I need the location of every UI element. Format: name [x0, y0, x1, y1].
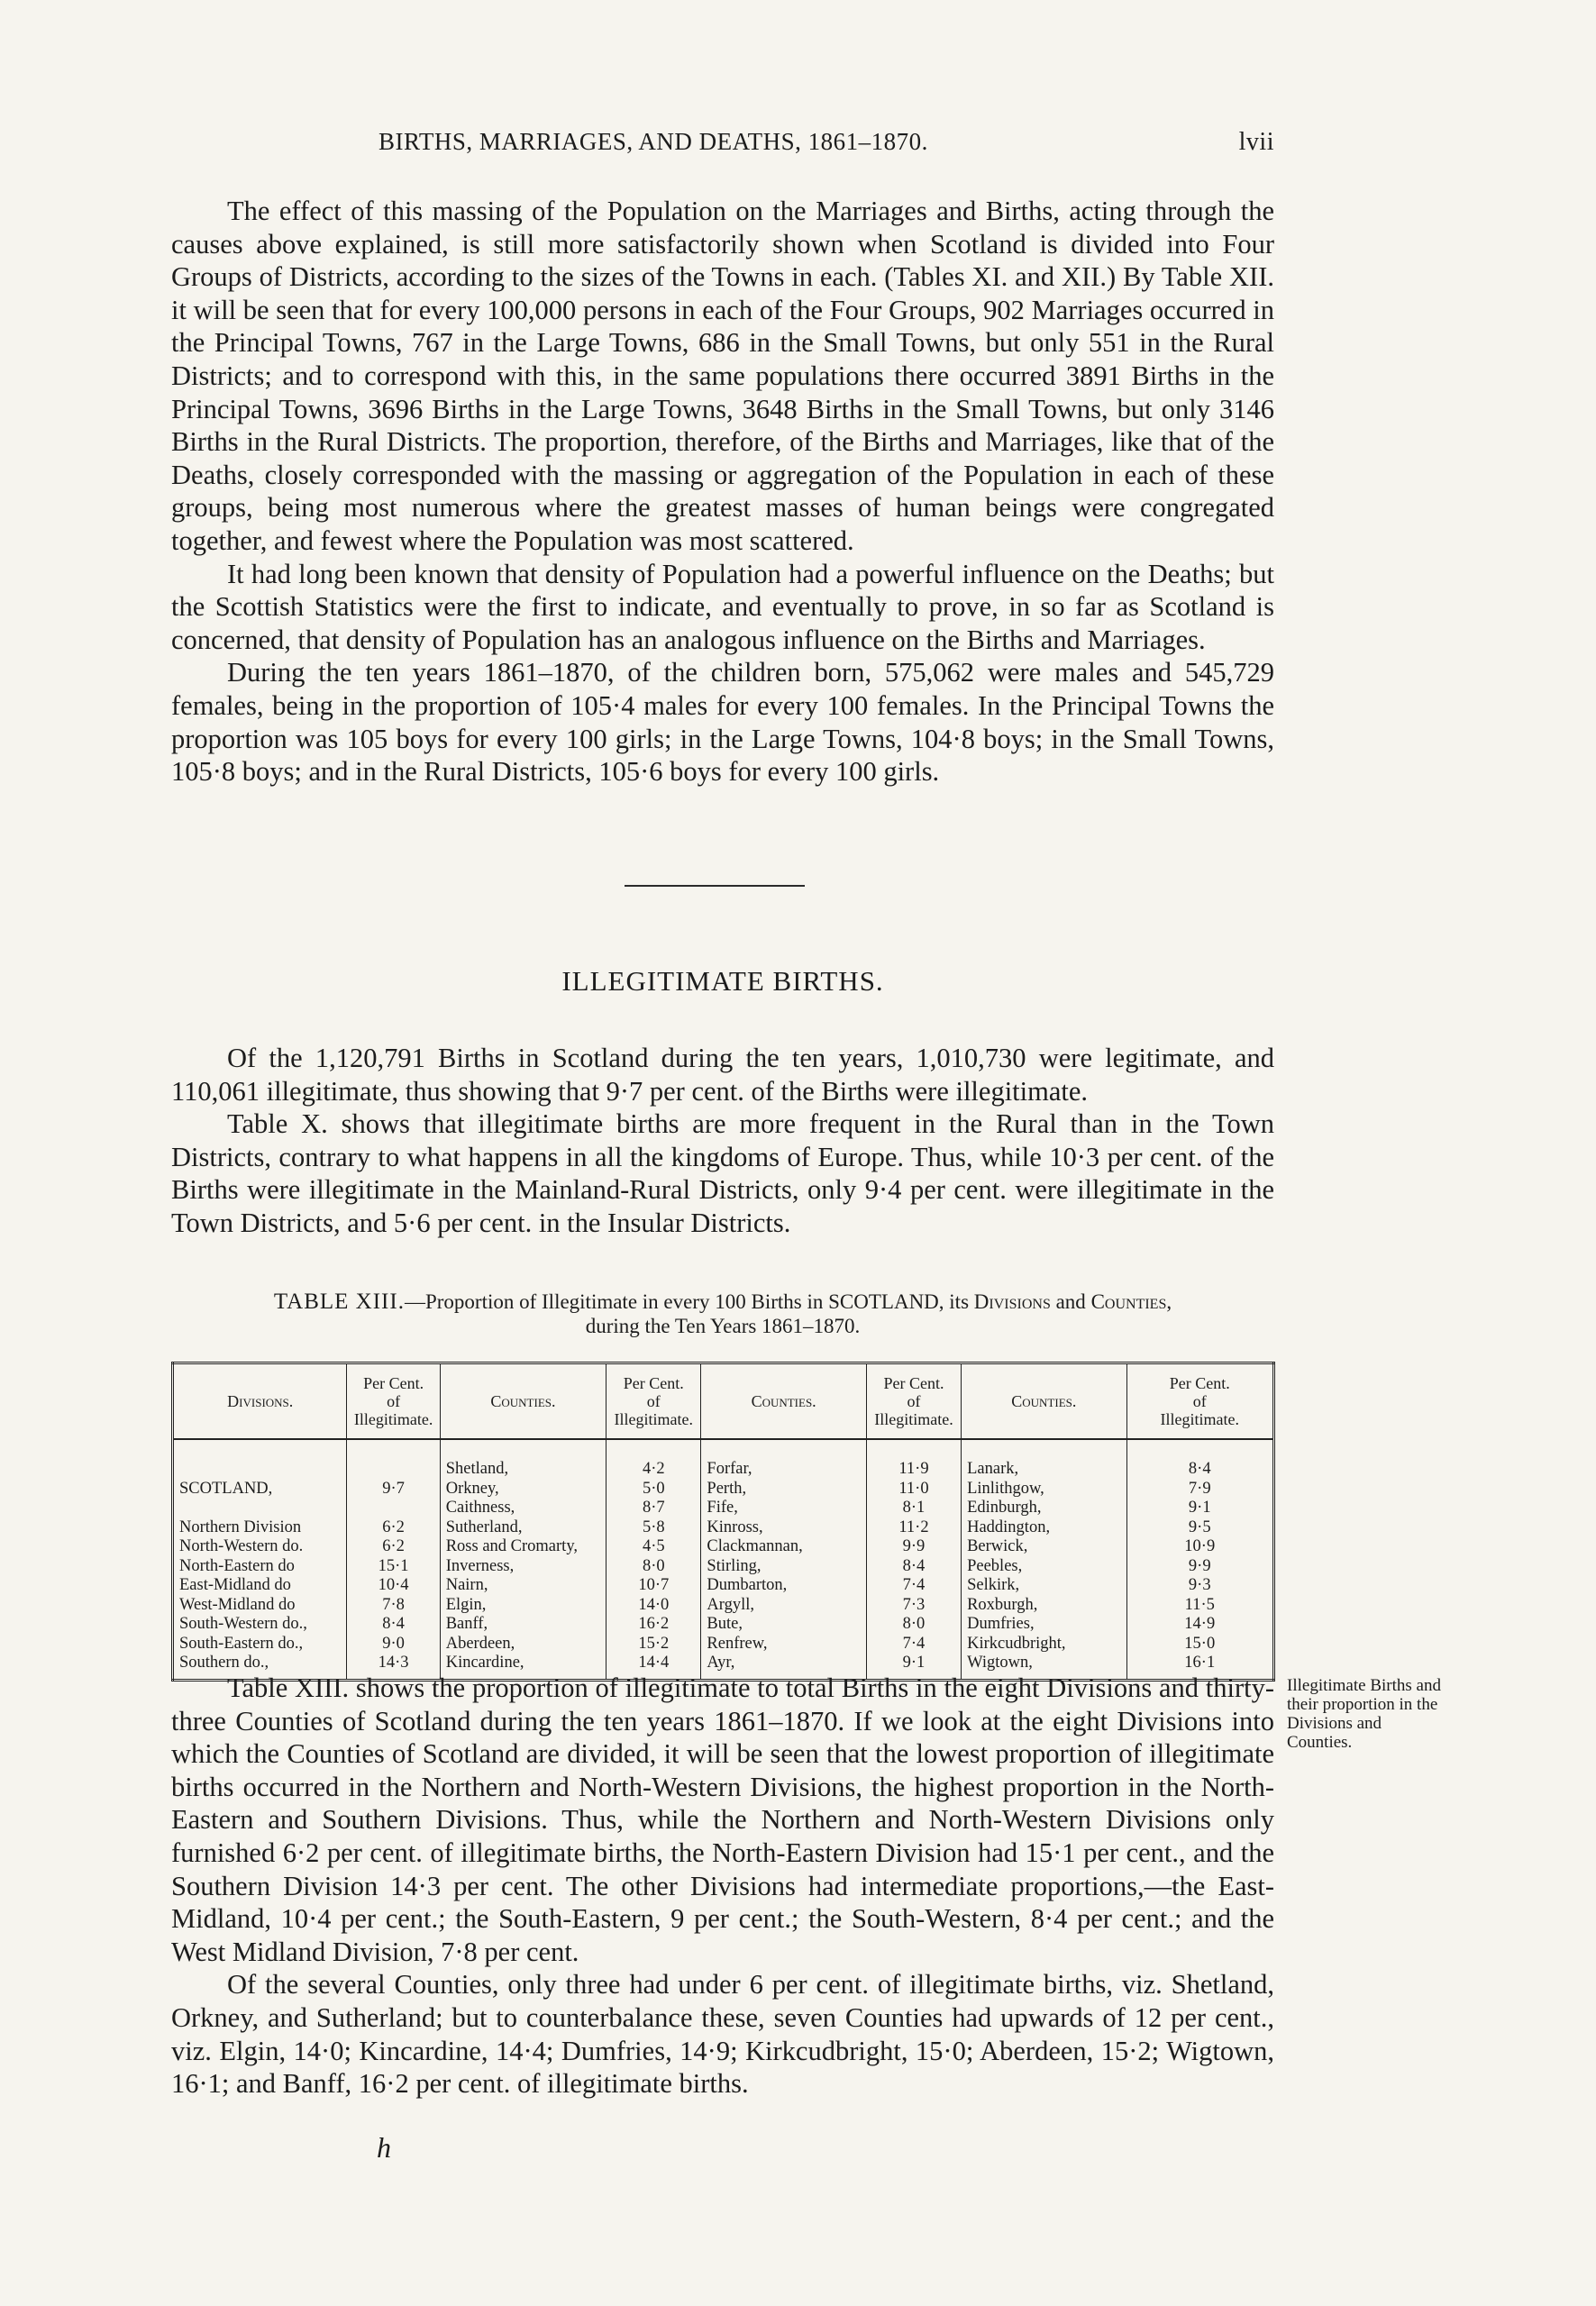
- division-cell: North-Eastern do: [173, 1557, 347, 1577]
- caption-counties: Counties: [1090, 1290, 1167, 1313]
- percent-cell: 7·9: [1188, 1479, 1211, 1498]
- percent-cell: 9·3: [1188, 1576, 1211, 1594]
- percent-cell: 7·4: [866, 1635, 961, 1654]
- percent-cell: 15·0: [1184, 1634, 1216, 1653]
- percent-cell: 7·3: [866, 1596, 961, 1616]
- county-cell: Ayr,: [701, 1654, 866, 1680]
- table-header-row: [173, 1363, 1274, 1440]
- percent-cell: 8·4: [866, 1557, 961, 1577]
- percent-cell: 14·3: [347, 1654, 440, 1680]
- percent-cell: 15·1: [347, 1557, 440, 1577]
- paragraph: Table XIII. shows the proportion of illegitimate to total Births in the eight Divisions and thirty-three Counties of Scotland during the ten years 1861–1870. If we look at the eight Divisions into which the Counties of Scotland are divided, it will be seen that the lowest proportion of illegitimate births occurred in the Northern and North-Western Divisions, the highest proportion in the North-Eastern and Southern Divisions. Thus, while the Northern and North-Western Divisions only furnished 6·2 per cent. of illegitimate births, the North-Eastern Division had 15·1 per cent., and the Southern Division 14·3 per cent. The other Divisions had intermediate proportions,—the East-Midland, 10·4 per cent.; the South-Eastern, 9 per cent.; the South-Western, 8·4 per cent.; and the West Midland Division, 7·8 per cent.: [171, 1673, 1274, 1967]
- percent-cell: 11·0: [866, 1480, 961, 1499]
- percent-cell: 15·2: [606, 1635, 701, 1654]
- county-cell: Sutherland,: [440, 1518, 606, 1538]
- division-cell: [173, 1439, 347, 1480]
- county-cell: Caithness,: [440, 1499, 606, 1518]
- county-cell: Kirkcudbright,: [962, 1635, 1126, 1654]
- county-cell: Aberdeen,: [440, 1635, 606, 1654]
- caption-divisions: Divisions: [973, 1290, 1051, 1313]
- percent-cell: 4·2: [606, 1439, 701, 1480]
- margin-note: Illegitimate Births and their proportion in the Divisions and Counties.: [1287, 1676, 1441, 1752]
- county-cell: Berwick,: [962, 1537, 1126, 1557]
- percent-cell: 10·4: [347, 1576, 440, 1596]
- county-cell: Selkirk,: [962, 1576, 1126, 1596]
- county-cell: Kinross,: [701, 1518, 866, 1538]
- county-cell: Renfrew,: [701, 1635, 866, 1654]
- county-cell: Kincardine,: [440, 1654, 606, 1680]
- table-row: [173, 1615, 1274, 1635]
- births-marriages-section: [171, 195, 1274, 788]
- table-caption: [171, 1290, 1274, 1338]
- table-body: [173, 1439, 1274, 1680]
- percent-cell: 11·9: [866, 1439, 961, 1480]
- county-cell: Dumfries,: [962, 1615, 1126, 1635]
- percent-cell: 8·0: [866, 1615, 961, 1635]
- paragraph: Of the several Counties, only three had under 6 per cent. of illegitimate births, viz. Shetland, Orkney, and Sutherland; but to counterbalance these, seven Counties had upwards of 12 per cent., viz. Elgin, 14·0; Kincardine, 14·4; Dumfries, 14·9; Kirkcudbright, 15·0; Aberdeen, 15·2; Wigtown, 16·1; and Banff, 16·2 per cent. of illegitimate births.: [171, 1969, 1274, 2100]
- county-cell: Linlithgow,: [962, 1480, 1126, 1499]
- table-row: [173, 1635, 1274, 1654]
- illegitimacy-table: [171, 1362, 1275, 1682]
- county-cell: Inverness,: [440, 1557, 606, 1577]
- division-cell: West-Midland do: [173, 1596, 347, 1616]
- division-cell: South-Eastern do.,: [173, 1635, 347, 1654]
- paragraph: During the ten years 1861–1870, of the children born, 575,062 were males and 545,729 females, being in the proportion of 105·4 males for every 100 females. In the Principal Towns the proportion was 105 boys for every 100 girls; in the Large Towns, 104·8 boys; in the Small Towns, 105·8 boys; and in the Rural Districts, 105·6 boys for every 100 girls.: [171, 657, 1274, 788]
- county-cell: Dumbarton,: [701, 1576, 866, 1596]
- header-counties: Counties.: [962, 1363, 1126, 1440]
- table-row: [173, 1596, 1274, 1616]
- percent-cell: 11·2: [866, 1518, 961, 1538]
- county-cell: Elgin,: [440, 1596, 606, 1616]
- percent-cell: [347, 1439, 440, 1480]
- percent-cell: 7·4: [866, 1576, 961, 1596]
- percent-cell: 6·2: [347, 1518, 440, 1538]
- header-percent: Per Cent. of Illegitimate.: [1126, 1363, 1273, 1440]
- county-cell: Bute,: [701, 1615, 866, 1635]
- table-row: [173, 1499, 1274, 1518]
- illegitimate-analysis-section: [171, 1672, 1274, 2101]
- county-cell: Shetland,: [440, 1439, 606, 1480]
- percent-cell: 14·0: [606, 1596, 701, 1616]
- county-cell: Roxburgh,: [962, 1596, 1126, 1616]
- signature-mark: h: [377, 2131, 391, 2164]
- percent-cell: 16·1: [1184, 1654, 1216, 1672]
- county-cell: Nairn,: [440, 1576, 606, 1596]
- percent-cell: 8·7: [606, 1499, 701, 1518]
- percent-cell: 9·9: [866, 1537, 961, 1557]
- section-title: ILLEGITIMATE BIRTHS.: [561, 965, 884, 997]
- county-cell: Haddington,: [962, 1518, 1126, 1538]
- percent-cell: 9·0: [347, 1635, 440, 1654]
- caption-line-2: during the Ten Years 1861–1870.: [585, 1315, 861, 1337]
- caption-text: —Proportion of Illegitimate in every 100 Births in SCOTLAND, its: [404, 1290, 974, 1313]
- percent-cell: 5·8: [606, 1518, 701, 1538]
- county-cell: Banff,: [440, 1615, 606, 1635]
- division-cell: SCOTLAND,: [173, 1480, 347, 1499]
- percent-cell: 9·9: [1188, 1556, 1211, 1575]
- county-cell: Wigtown,: [962, 1654, 1126, 1680]
- division-cell: South-Western do.,: [173, 1615, 347, 1635]
- table-row: [173, 1576, 1274, 1596]
- header-title: BIRTHS, MARRIAGES, AND DEATHS, 1861–1870.: [378, 128, 928, 155]
- division-cell: Northern Division: [173, 1518, 347, 1538]
- county-cell: Stirling,: [701, 1557, 866, 1577]
- percent-cell: 9·1: [1188, 1499, 1211, 1517]
- paragraph: It had long been known that density of Population had a powerful influence on the Deaths; but the Scottish Statistics were the first to indicate, and eventually to prove, in so far as Scotland is concerned, that density of Population has an analogous influence on the Births and Marriages.: [171, 558, 1274, 655]
- table-row: [173, 1537, 1274, 1557]
- percent-cell: 8·4: [347, 1615, 440, 1635]
- percent-cell: 14·4: [606, 1654, 701, 1680]
- percent-cell: 9·7: [347, 1480, 440, 1499]
- percent-cell: 11·5: [1184, 1595, 1215, 1614]
- table-row: [173, 1439, 1274, 1480]
- page-number: lvii: [1238, 128, 1274, 156]
- county-cell: Clackmannan,: [701, 1537, 866, 1557]
- percent-cell: 10·9: [1184, 1537, 1216, 1555]
- county-cell: Ross and Cromarty,: [440, 1537, 606, 1557]
- division-cell: [173, 1499, 347, 1518]
- percent-cell: 9·1: [866, 1654, 961, 1680]
- paragraph: The effect of this massing of the Population on the Marriages and Births, acting through the causes above explained, is still more satisfactorily shown when Scotland is divided into Four Groups of Districts, according to the sizes of the Towns in each. (Tables XI. and XII.) By Table XII. it will be seen that for every 100,000 persons in each of the Four Groups, 902 Marriages occurred in the Principal Towns, 767 in the Large Towns, 686 in the Small Towns, but only 551 in the Rural Districts; and to correspond with this, in the same populations there occurred 3891 Births in the Principal Towns, 3696 Births in the Large Towns, 3648 Births in the Small Towns, but only 3146 Births in the Rural Districts. The proportion, therefore, of the Births and Marriages, like that of the Deaths, closely corresponded with the massing or aggregation of the Population in each of these groups, being most numerous where the greatest masses of human beings were congregated together, and fewest where the Population was most scattered.: [171, 196, 1274, 556]
- county-cell: Argyll,: [701, 1596, 866, 1616]
- header-divisions: Divisions.: [173, 1363, 347, 1440]
- header-percent: Per Cent. of Illegitimate.: [866, 1363, 961, 1440]
- percent-cell: 8·0: [606, 1557, 701, 1577]
- percent-cell: 8·4: [1188, 1460, 1211, 1478]
- percent-cell: 8·1: [866, 1499, 961, 1518]
- percent-cell: 9·5: [1188, 1518, 1211, 1536]
- header-counties: Counties.: [701, 1363, 866, 1440]
- table-row: [173, 1480, 1274, 1499]
- division-cell: North-Western do.: [173, 1537, 347, 1557]
- table-label: TABLE XIII.: [273, 1290, 405, 1314]
- paragraph: Of the 1,120,791 Births in Scotland during the ten years, 1,010,730 were legitimate, and 110,061 illegitimate, thus showing that 9·7 per cent. of the Births were illegitimate.: [171, 1043, 1274, 1107]
- county-cell: Peebles,: [962, 1557, 1126, 1577]
- percent-cell: [347, 1499, 440, 1518]
- percent-cell: 4·5: [606, 1537, 701, 1557]
- county-cell: Edinburgh,: [962, 1499, 1126, 1518]
- county-cell: Perth,: [701, 1480, 866, 1499]
- header-counties: Counties.: [440, 1363, 606, 1440]
- percent-cell: 14·9: [1184, 1615, 1216, 1633]
- division-cell: Southern do.,: [173, 1654, 347, 1680]
- percent-cell: 7·8: [347, 1596, 440, 1616]
- header-percent: Per Cent. of Illegitimate.: [347, 1363, 440, 1440]
- county-cell: Forfar,: [701, 1439, 866, 1480]
- paragraph: Table X. shows that illegitimate births are more frequent in the Rural than in the Town Districts, contrary to what happens in all the kingdoms of Europe. Thus, while 10·3 per cent. of the Births were illegitimate in the Mainland-Rural Districts, only 9·4 per cent. were illegitimate in the Town Districts, and 5·6 per cent. in the Insular Districts.: [171, 1108, 1274, 1238]
- county-cell: Orkney,: [440, 1480, 606, 1499]
- division-cell: East-Midland do: [173, 1576, 347, 1596]
- table-row: [173, 1518, 1274, 1538]
- caption-and: and: [1050, 1290, 1091, 1313]
- running-header: [171, 128, 1274, 164]
- header-percent: Per Cent. of Illegitimate.: [606, 1363, 701, 1440]
- county-cell: Lanark,: [962, 1439, 1126, 1480]
- percent-cell: 10·7: [606, 1576, 701, 1596]
- percent-cell: 6·2: [347, 1537, 440, 1557]
- section-divider: [625, 885, 805, 887]
- table-row: [173, 1557, 1274, 1577]
- county-cell: Fife,: [701, 1499, 866, 1518]
- percent-cell: 5·0: [606, 1480, 701, 1499]
- illegitimate-intro-section: [171, 1042, 1274, 1240]
- percent-cell: 16·2: [606, 1615, 701, 1635]
- caption-comma: ,: [1166, 1290, 1172, 1313]
